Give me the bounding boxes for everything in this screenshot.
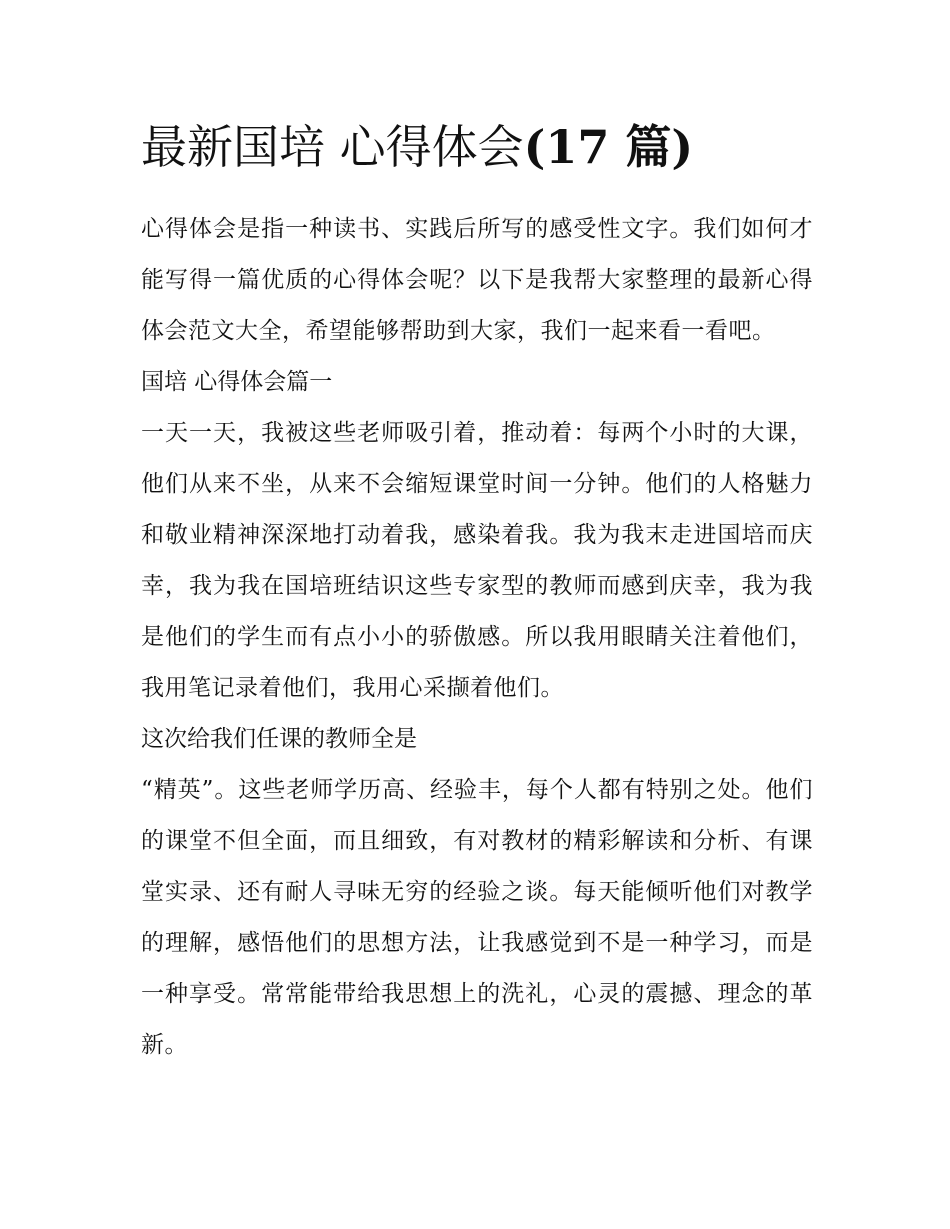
title-main: 最新国培 心得体会: [141, 120, 524, 174]
body-paragraph-short: 这次给我们任课的教师全是: [141, 726, 417, 752]
document-content: [141, 112, 813, 1071]
section-heading: 国培 心得体会篇一: [141, 369, 333, 395]
intro-paragraph: 心得体会是指一种读书、实践后所写的感受性文字。我们如何才能写得一篇优质的心得体会呢？以下是我帮大家整理的最新心得体会范文大全，希望能够帮助到大家，我们一起来看一看吧。: [141, 216, 813, 344]
title-suffix: (17 篇): [523, 120, 694, 174]
body-paragraph: 一天一天，我被这些老师吸引着，推动着：每两个小时的大课，他们从来不坐，从来不会缩短课堂时间一分钟。他们的人格魅力和敬业精神深深地打动着我，感染着我。我为我末走进国培而庆幸，我为我在国培班结识这些专家型的教师而感到庆幸，我为我是他们的学生而有点小小的骄傲感。所以我用眼睛关注着他们，我用笔记录着他们，我用心采撷着他们。: [141, 420, 813, 701]
document-title: [141, 112, 813, 182]
body-paragraph: “精英”。这些老师学历高、经验丰，每个人都有特别之处。他们的课堂不但全面，而且细致，有对教材的精彩解读和分析、有课堂实录、还有耐人寻味无穷的经验之谈。每天能倾听他们对教学的理解，感悟他们的思想方法，让我感觉到不是一种学习，而是一种享受。常常能带给我思想上的洗礼，心灵的震撼、理念的革新。: [141, 777, 813, 1058]
document-body: [141, 204, 813, 1071]
